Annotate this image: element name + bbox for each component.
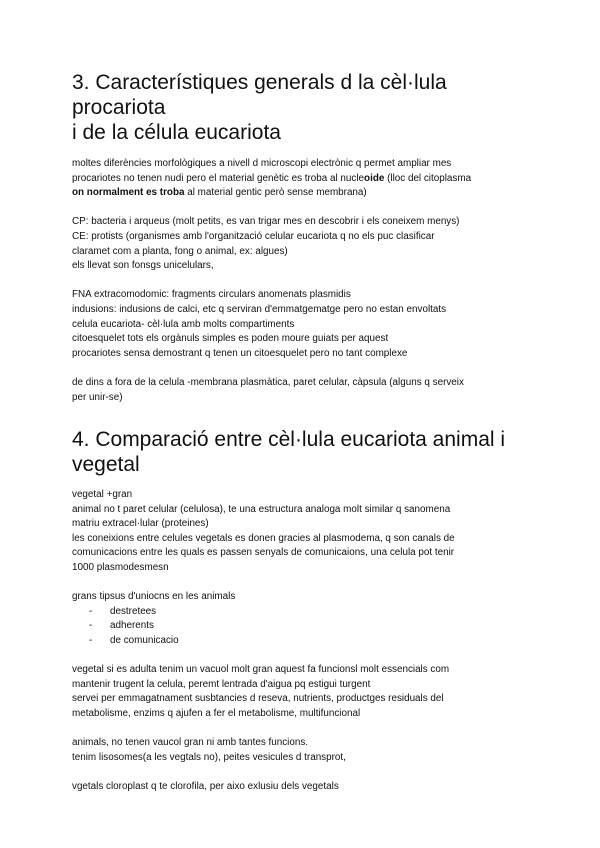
paragraph: servei per emmagatnament susbtancies d reseva, nutrients, productges residuals del — [72, 693, 444, 705]
paragraph: vegetal +gran — [72, 489, 133, 501]
list-item — [72, 634, 542, 649]
paragraph: comunicacions entre les quals es passen senyals de comunicaions, una celula pot tenir — [72, 547, 455, 559]
paragraph: els llevat son fonsgs unicelulars, — [72, 260, 214, 272]
paragraph: indusions: indusions de calci, etc q serviran d'emmatgematge pero no estan envoltats — [72, 303, 447, 315]
paragraph: de dins a fora de la celula -membrana plasmàtica, paret celular, càpsula (alguns q serveix — [72, 376, 464, 388]
paragraph: CE: protists (organismes amb l'organització celular eucariota q no els puc clasificar — [72, 230, 435, 242]
paragraph: animal no t paret celular (celulosa), te una estructura analoga molt similar q sanomena — [72, 503, 451, 515]
section4-heading — [72, 427, 542, 477]
paragraph: vegetal si es adulta tenim un vacuol molt gran aquest fa funcionsl molt essencials com — [72, 664, 450, 676]
list-dash: - — [89, 605, 93, 617]
paragraph: 1000 plasmodesmesn — [72, 562, 169, 574]
bold-text: oide — [364, 172, 385, 184]
section3-heading-line1: 3. Característiques generals d la cèl·lula procariota — [72, 71, 447, 119]
paragraph: tenim lisosomes(a les vegtals no), peites vesicules d transprot, — [72, 751, 346, 763]
paragraph: moltes diferències morfològiques a nivell d microscopi electrònic q permet ampliar mes — [72, 158, 452, 169]
bold-text: on normalment es troba — [72, 187, 185, 199]
paragraph: FNA extracomodomic: fragments circulars anomenats plasmidis — [72, 289, 351, 301]
paragraph: les coneixions entre celules vegetals es donen gracies al plasmodema, q son canals de — [72, 532, 455, 544]
list-item — [72, 619, 542, 634]
text-span: procariotes no tenen nudi pero el material genètic es troba al nucle — [72, 172, 365, 184]
list-item-text: destretees — [110, 605, 157, 617]
union-types-list — [72, 605, 542, 649]
section3-heading-line2: i de la célula eucariota — [72, 121, 281, 144]
list-item-text: de comunicacio — [110, 635, 179, 647]
list-item — [72, 605, 542, 620]
list-dash: - — [89, 620, 93, 632]
paragraph: procariotes sensa demostrant q tenen un citoesquelet pero no tant complexe — [72, 347, 408, 359]
paragraph: matriu extracel·lular (proteines) — [72, 518, 209, 530]
paragraph: vgetals cloroplast q te clorofila, per aixo exlusiu dels vegetals — [72, 780, 339, 792]
list-item-text: adherents — [110, 620, 154, 632]
paragraph: citoesquelet tots els orgànuls simples es poden moure guiats per aquest — [72, 333, 389, 345]
paragraph: metabolisme, enzims q ajufen a fer el metabolisme, multifuncional — [72, 708, 361, 719]
paragraph: mantenir trugent la celula, peremt lentrada d'aigua pq estigui turgent — [72, 678, 371, 690]
text-span: (lloc del citoplasma — [384, 172, 472, 184]
paragraph: claramet com a planta, fong o animal, ex: algues) — [72, 245, 288, 257]
paragraph: celula eucariota- cèl·lula amb molts compartiments — [72, 318, 295, 330]
paragraph — [72, 186, 542, 201]
paragraph: CP: bacteria i arqueus (molt petits, es van trigar mes en descobrir i els coneixem menys) — [72, 216, 460, 228]
section4-heading-line2: vegetal — [72, 453, 140, 477]
paragraph: per unir-se) — [72, 391, 123, 403]
paragraph — [72, 172, 542, 187]
paragraph: animals, no tenen vaucol gran ni amb tantes funcions. — [72, 737, 309, 749]
list-dash: - — [89, 635, 93, 647]
document-page — [72, 66, 542, 795]
paragraph: grans tipsus d'uniocns en les animals — [72, 591, 236, 603]
text-span: al material gentic però sense membrana) — [184, 187, 367, 199]
section3-heading — [72, 70, 542, 145]
section4-heading-line1: 4. Comparació entre cèl·lula eucariota animal i — [72, 428, 506, 452]
